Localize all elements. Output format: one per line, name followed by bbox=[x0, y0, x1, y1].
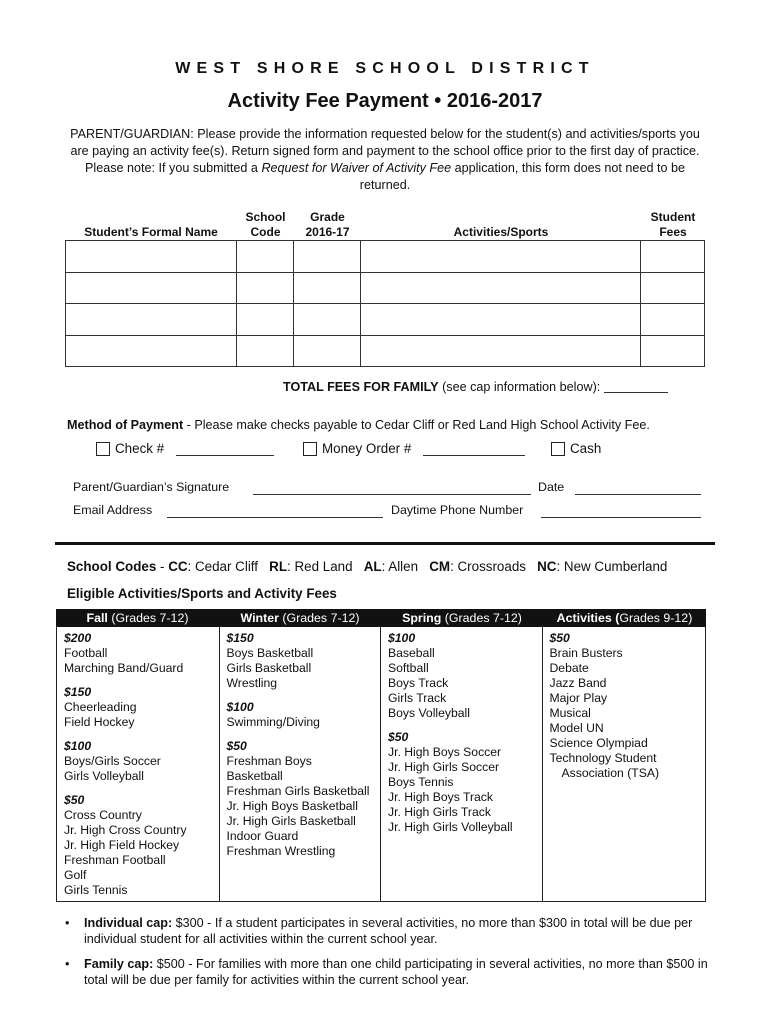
list-item: Musical bbox=[549, 706, 591, 720]
fee-amount: $150 bbox=[226, 631, 254, 645]
fee-amount: $100 bbox=[388, 631, 416, 645]
table-row bbox=[66, 272, 705, 304]
code-nc: NC bbox=[537, 559, 557, 574]
fee-amount: $200 bbox=[64, 631, 92, 645]
fee-table-header bbox=[65, 208, 705, 240]
money-order-option bbox=[303, 441, 525, 456]
list-item: Boys Basketball bbox=[226, 646, 314, 660]
spring-column bbox=[381, 627, 543, 901]
header-student-name: Student’s Formal Name bbox=[84, 225, 218, 239]
list-item: Golf bbox=[64, 868, 87, 882]
check-option bbox=[96, 441, 274, 456]
student-name-cell[interactable] bbox=[66, 304, 237, 336]
fees-cell[interactable] bbox=[641, 304, 705, 336]
phone-label: Daytime Phone Number bbox=[391, 503, 524, 517]
list-item: Jr. High Girls Volleyball bbox=[388, 820, 513, 834]
check-label: Check # bbox=[115, 441, 165, 456]
student-name-cell[interactable] bbox=[66, 335, 237, 367]
activities-cell[interactable] bbox=[360, 241, 641, 273]
fees-cell[interactable] bbox=[641, 335, 705, 367]
activities-cell[interactable] bbox=[360, 335, 641, 367]
list-item: Basketball bbox=[226, 769, 283, 783]
money-order-number-field[interactable] bbox=[423, 442, 525, 456]
clubs-season: Activities ( bbox=[556, 611, 620, 625]
header-school-code-line2: Code bbox=[250, 225, 281, 239]
payment-method-label: Method of Payment bbox=[67, 418, 184, 432]
header-school-code bbox=[237, 210, 294, 240]
list-item: Jr. High Girls Track bbox=[388, 805, 491, 819]
individual-cap-label: Individual cap: bbox=[84, 916, 173, 930]
activities-cell[interactable] bbox=[360, 272, 641, 304]
list-item: Technology Student bbox=[549, 751, 657, 765]
list-item: Baseball bbox=[388, 646, 435, 660]
clubs-grades: Grades 9-12) bbox=[619, 611, 693, 625]
check-number-field[interactable] bbox=[176, 442, 274, 456]
grade-cell[interactable] bbox=[293, 335, 360, 367]
payment-options bbox=[96, 441, 716, 461]
list-item: Model UN bbox=[549, 721, 604, 735]
list-item: Brain Busters bbox=[549, 646, 623, 660]
spring-header bbox=[381, 609, 543, 627]
header-grade bbox=[294, 210, 361, 240]
family-cap-text: $500 - For families with more than one child participating in several activities, no more than $500 in total will be due per family for activities within the current school year. bbox=[84, 957, 708, 987]
school-code-cell[interactable] bbox=[236, 304, 293, 336]
list-item: Jr. High Boys Soccer bbox=[388, 745, 502, 759]
school-code-cell[interactable] bbox=[236, 241, 293, 273]
list-item: Major Play bbox=[549, 691, 608, 705]
list-item: Jr. High Girls Basketball bbox=[226, 814, 356, 828]
code-rl: RL bbox=[269, 559, 288, 574]
check-checkbox[interactable] bbox=[96, 442, 110, 456]
list-item: Association (TSA) bbox=[561, 766, 660, 780]
signature-field[interactable] bbox=[253, 494, 531, 495]
payment-method-line bbox=[67, 418, 650, 432]
eligible-activities-title: Eligible Activities/Sports and Activity Fees bbox=[67, 586, 337, 601]
phone-field[interactable] bbox=[541, 517, 701, 518]
list-item: Jr. High Boys Track bbox=[388, 790, 493, 804]
individual-cap-text: $300 - If a student participates in several activities, no more than $300 in total will be due per individual student for all activities within the current school year. bbox=[84, 916, 693, 946]
activities-table bbox=[56, 609, 706, 902]
section-divider bbox=[55, 542, 715, 545]
fee-caps bbox=[65, 915, 715, 997]
winter-grades: (Grades 7-12) bbox=[278, 611, 360, 625]
fall-season: Fall bbox=[86, 611, 108, 625]
fee-amount: $50 bbox=[549, 631, 570, 645]
school-code-cell[interactable] bbox=[236, 335, 293, 367]
header-grade-line1: Grade bbox=[310, 210, 345, 224]
intro-text: PARENT/GUARDIAN: Please provide the information requested below for the student(s) and activities/sports you are paying an activity fee(s). Return signed form and payment to the school office prior to the first day of practice. Please note: If you submitted a bbox=[70, 127, 700, 175]
list-item: Science Olympiad bbox=[549, 736, 648, 750]
intro-paragraph bbox=[60, 126, 710, 194]
list-item: Freshman Football bbox=[64, 853, 166, 867]
list-item: Girls Volleyball bbox=[64, 769, 144, 783]
list-item: Girls Basketball bbox=[226, 661, 312, 675]
activities-body bbox=[56, 627, 706, 902]
header-fees-line2: Fees bbox=[659, 225, 687, 239]
list-item: Field Hockey bbox=[64, 715, 135, 729]
spring-grades: (Grades 7-12) bbox=[441, 611, 522, 625]
cash-checkbox[interactable] bbox=[551, 442, 565, 456]
code-cm-name: : Crossroads bbox=[450, 559, 526, 574]
total-fees-line bbox=[283, 380, 668, 394]
signature-label: Parent/Guardian’s Signature bbox=[73, 480, 230, 494]
student-fee-table bbox=[65, 208, 705, 367]
fee-grid bbox=[65, 240, 705, 367]
list-item: Indoor Guard bbox=[226, 829, 299, 843]
fee-amount: $50 bbox=[388, 730, 409, 744]
student-name-cell[interactable] bbox=[66, 241, 237, 273]
list-item: Boys/Girls Soccer bbox=[64, 754, 161, 768]
list-item: Boys Volleyball bbox=[388, 706, 470, 720]
grade-cell[interactable] bbox=[293, 272, 360, 304]
list-item: Debate bbox=[549, 661, 589, 675]
list-item: Freshman Boys bbox=[226, 754, 312, 768]
list-item: Jr. High Field Hockey bbox=[64, 838, 180, 852]
date-label: Date bbox=[538, 480, 565, 494]
list-item: Softball bbox=[388, 661, 429, 675]
code-nc-name: : New Cumberland bbox=[556, 559, 668, 574]
family-cap bbox=[65, 956, 715, 988]
fall-column bbox=[57, 627, 220, 901]
fall-header bbox=[56, 609, 219, 627]
winter-season: Winter bbox=[240, 611, 279, 625]
individual-cap bbox=[65, 915, 715, 947]
fee-amount: $100 bbox=[226, 700, 254, 714]
list-item: Jr. High Girls Soccer bbox=[388, 760, 500, 774]
header-fees bbox=[641, 210, 705, 240]
list-item: Jr. High Cross Country bbox=[64, 823, 187, 837]
clubs-header bbox=[543, 609, 706, 627]
table-row bbox=[66, 241, 705, 273]
list-item: Freshman Girls Basketball bbox=[226, 784, 370, 798]
school-codes-sep: - bbox=[156, 559, 169, 574]
header-grade-line2: 2016-17 bbox=[305, 225, 350, 239]
code-al: AL bbox=[363, 559, 382, 574]
code-cc: CC bbox=[168, 559, 188, 574]
email-field[interactable] bbox=[167, 517, 383, 518]
list-item: Cheerleading bbox=[64, 700, 137, 714]
total-fees-note: (see cap information below): bbox=[438, 380, 601, 394]
code-cm: CM bbox=[429, 559, 451, 574]
list-item: Girls Track bbox=[388, 691, 447, 705]
header-activities: Activities/Sports bbox=[453, 225, 549, 239]
email-label: Email Address bbox=[73, 503, 153, 517]
clubs-column bbox=[543, 627, 706, 901]
header-school-code-line1: School bbox=[245, 210, 286, 224]
list-item: Marching Band/Guard bbox=[64, 661, 184, 675]
payment-method-text: - Please make checks payable to Cedar Cliff or Red Land High School Activity Fee. bbox=[183, 418, 650, 432]
school-codes-line bbox=[67, 559, 667, 574]
fall-grades: (Grades 7-12) bbox=[107, 611, 189, 625]
family-cap-label: Family cap: bbox=[84, 957, 154, 971]
activities-header bbox=[56, 609, 706, 627]
fee-amount: $100 bbox=[64, 739, 92, 753]
student-name-cell[interactable] bbox=[66, 272, 237, 304]
list-item: Swimming/Diving bbox=[226, 715, 320, 729]
activities-cell[interactable] bbox=[360, 304, 641, 336]
fee-amount: $150 bbox=[64, 685, 92, 699]
list-item: Jr. High Boys Basketball bbox=[226, 799, 358, 813]
winter-column bbox=[220, 627, 382, 901]
cash-option bbox=[551, 441, 601, 456]
date-field[interactable] bbox=[575, 494, 701, 495]
school-code-cell[interactable] bbox=[236, 272, 293, 304]
form-title: Activity Fee Payment • 2016-2017 bbox=[227, 90, 543, 112]
intro-text-end: application, this form does not need to be returned. bbox=[359, 161, 685, 192]
list-item: Football bbox=[64, 646, 108, 660]
spring-season: Spring bbox=[402, 611, 442, 625]
grade-cell[interactable] bbox=[293, 241, 360, 273]
list-item: Cross Country bbox=[64, 808, 142, 822]
code-rl-name: : Red Land bbox=[287, 559, 353, 574]
list-item: Boys Track bbox=[388, 676, 449, 690]
district-name: WEST SHORE SCHOOL DISTRICT bbox=[175, 60, 595, 77]
intro-italic: Request for Waiver of Activity Fee bbox=[261, 161, 452, 175]
winter-header bbox=[219, 609, 381, 627]
school-codes-title: School Codes bbox=[67, 559, 157, 574]
list-item: Girls Tennis bbox=[64, 883, 128, 897]
fee-amount: $50 bbox=[64, 793, 85, 807]
list-item: Jazz Band bbox=[549, 676, 607, 690]
list-item: Boys Tennis bbox=[388, 775, 454, 789]
list-item: Wrestling bbox=[226, 676, 278, 690]
fee-amount: $50 bbox=[226, 739, 247, 753]
code-al-name: : Allen bbox=[381, 559, 419, 574]
header-fees-line1: Student bbox=[650, 210, 696, 224]
code-cc-name: : Cedar Cliff bbox=[187, 559, 258, 574]
total-fees-field[interactable] bbox=[604, 392, 668, 393]
money-order-checkbox[interactable] bbox=[303, 442, 317, 456]
grade-cell[interactable] bbox=[293, 304, 360, 336]
total-fees-label: TOTAL FEES FOR FAMILY bbox=[283, 380, 439, 394]
table-row bbox=[66, 335, 705, 367]
fees-cell[interactable] bbox=[641, 241, 705, 273]
cash-label: Cash bbox=[570, 441, 602, 456]
fees-cell[interactable] bbox=[641, 272, 705, 304]
money-order-label: Money Order # bbox=[322, 441, 412, 456]
table-row bbox=[66, 304, 705, 336]
list-item: Freshman Wrestling bbox=[226, 844, 336, 858]
